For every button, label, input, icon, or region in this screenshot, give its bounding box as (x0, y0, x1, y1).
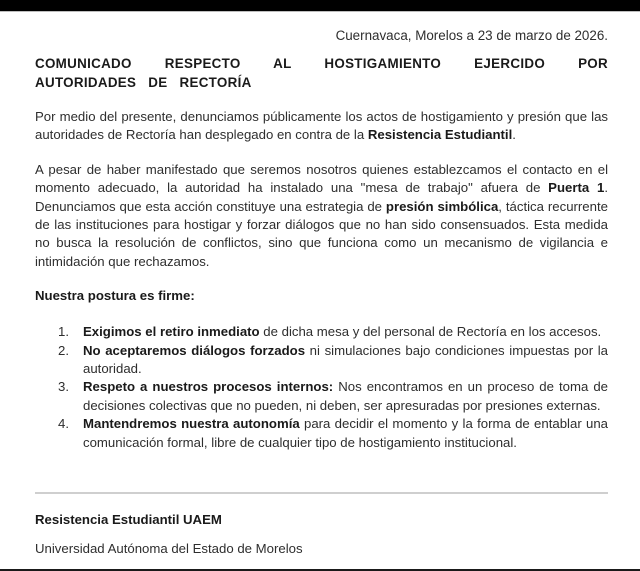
stance-item-bold: Exigimos el retiro inmediato (83, 324, 260, 340)
paragraph-denunciation-text-3: , táctica recurrente de las instituciones para hostigar y forzar diálogos que no han sido consensuados. Esta medida no busca la resolución de conflictos, sino que funciona como un mecanismo de vigilancia e intimidación que rechazamos. (35, 198, 608, 269)
stance-item (35, 342, 608, 379)
stance-item (35, 415, 608, 452)
communique-document (35, 27, 608, 452)
stance-item-number: 3. (58, 379, 69, 395)
stance-item-bold: No aceptaremos diálogos forzados (83, 342, 306, 358)
stance-item-text: Nos encontramos en un proceso de toma de decisiones colectivas que no pueden, ni deben, ser apresuradas por presiones externas. (83, 379, 609, 413)
date-line: Cuernavaca, Morelos a 23 de marzo de 2026. (335, 28, 608, 43)
stance-item-number: 1. (58, 324, 69, 340)
signature-divider (35, 492, 608, 494)
paragraph-denunciation-text-1: A pesar de haber manifestado que seremos nosotros quienes establezcamos el contacto en el momento adecuado, la autoridad ha instalado una "mesa de trabajo" afuera de (35, 161, 608, 196)
document-title: COMUNICADO RESPECTO AL HOSTIGAMIENTO EJERCIDO POR AUTORIDADES DE RECTORÍA (35, 56, 608, 90)
stance-item-number: 2. (58, 342, 69, 358)
paragraph-denunciation (35, 161, 608, 271)
paragraph-intro-end: . (512, 127, 516, 143)
stance-item (35, 323, 608, 341)
paragraph-denunciation-bold-1: Puerta 1 (548, 180, 605, 196)
stance-list (35, 323, 608, 452)
stance-item-text: ni simulaciones bajo condiciones impuestas por la autoridad. (83, 342, 608, 377)
stance-heading: Nuestra postura es firme: (35, 288, 195, 304)
stance-item-text: para decidir el momento y la forma de entablar una comunicación formal, libre de cualquier tipo de hostigamiento institucional. (83, 416, 609, 450)
paragraph-intro-bold: Resistencia Estudiantil (367, 127, 513, 143)
top-black-bar (0, 0, 640, 12)
stance-item-bold: Mantendremos nuestra autonomía (83, 416, 300, 432)
signature-organization: Universidad Autónoma del Estado de Morelos (35, 541, 303, 556)
stance-item-text: de dicha mesa y del personal de Rectoría en los accesos. (259, 324, 602, 340)
paragraph-intro (35, 108, 608, 145)
paragraph-denunciation-text-2: . Denunciamos que esta acción constituye una estrategia de (35, 180, 608, 214)
stance-item-number: 4. (58, 416, 69, 432)
paragraph-denunciation-bold-2: presión simbólica (385, 198, 499, 214)
stance-item (35, 378, 608, 415)
stance-item-bold: Respeto a nuestros procesos internos: (83, 379, 334, 395)
paragraph-intro-text: Por medio del presente, denunciamos públicamente los actos de hostigamiento y presión que las autoridades de Rectoría han desplegado en contra de la (35, 109, 608, 143)
signature-name: Resistencia Estudiantil UAEM (35, 512, 222, 527)
